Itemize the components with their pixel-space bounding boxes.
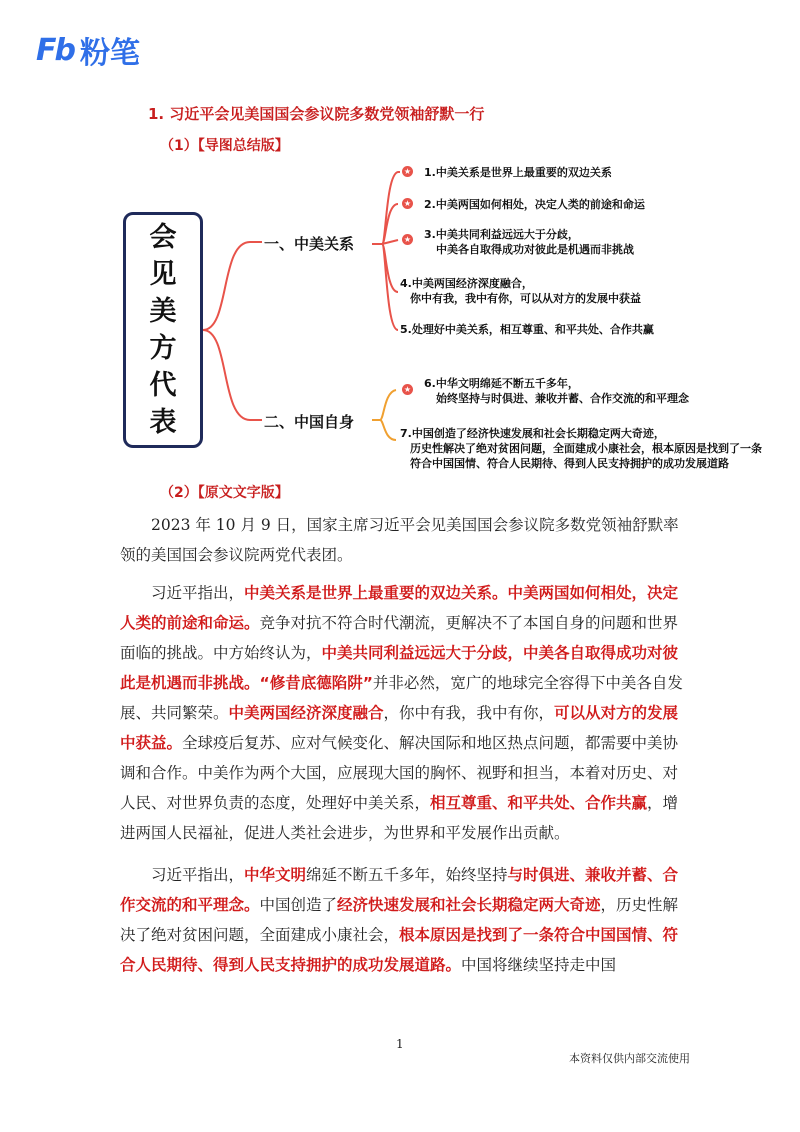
- mindmap-leaf-1: [424, 165, 612, 180]
- mindmap-branch-2: 二、中国自身: [264, 413, 355, 431]
- star-icon: ★: [403, 385, 412, 394]
- root-char: 方: [149, 333, 177, 364]
- highlighted-text: 中美共同利益远远大于分歧，中美各自取得成功对彼此是机遇而非挑战。“修昔底德陷阱”: [120, 644, 679, 692]
- highlighted-text: 中华文明: [244, 866, 307, 884]
- logo-text: 粉笔: [79, 36, 140, 71]
- section-2-title: （2）【原文文字版】: [160, 485, 289, 501]
- star-icon: ★: [403, 199, 412, 208]
- root-char: 表: [149, 407, 177, 438]
- mindmap-branch-1: 一、中美关系: [264, 235, 355, 253]
- root-char: 见: [149, 259, 177, 290]
- footer-note: 本资料仅供内部交流使用: [569, 1052, 690, 1065]
- body-text: 绵延不断五千多年，始终坚持: [306, 866, 508, 884]
- article-text: [120, 510, 692, 980]
- highlighted-text: 可以从对方的发展中获益。: [120, 704, 679, 752]
- root-char: 美: [149, 296, 177, 327]
- leaf-line: 7.中国创造了经济快速发展和社会长期稳定两大奇迹，: [400, 427, 665, 440]
- leaf-line: 始终坚持与时俱进、兼收并蓄、合作交流的和平理念: [436, 392, 689, 405]
- leaf-line: 符合中国国情、符合人民期待、得到人民支持拥护的成功发展道路: [410, 457, 729, 470]
- leaf-line: 1.中美关系是世界上最重要的双边关系: [424, 166, 612, 179]
- body-text: 中国创造了: [259, 896, 338, 914]
- highlighted-text: 相互尊重、和平共处、合作共赢: [430, 794, 648, 812]
- mindmap-root: [123, 212, 203, 448]
- mindmap-leaf-6: [424, 376, 689, 406]
- body-text: ，增进两国人民福祉，促进人类社会进步，为世界和平发展作出贡献。: [120, 794, 679, 842]
- section-1-title: （1）【导图总结版】: [160, 138, 289, 154]
- mindmap-leaf-7: [400, 426, 762, 471]
- body-text: ，你中有我，我中有你，: [383, 704, 555, 722]
- body-text: 竞争对抗不符合时代潮流，更解决不了本国自身的问题和世界面临的挑战。中方始终认为，: [120, 614, 679, 662]
- leaf-line: 3.中美共同利益远远大于分歧，: [424, 228, 579, 241]
- leaf-line: 2.中美两国如何相处，决定人类的前途和命运: [424, 198, 645, 211]
- paragraph-2: [120, 578, 692, 848]
- body-text: 全球疫后复苏、应对气候变化、解决国际和地区热点问题，都需要中美协调和合作。中美作为两个大国，应展现大国的胸怀、视野和担当，本着对历史、对人民、对世界负责的态度，处理好中美关系，: [120, 734, 679, 812]
- root-char: 会: [149, 222, 177, 253]
- highlighted-text: 中美两国经济深度融合: [228, 704, 384, 722]
- star-icon: ★: [403, 167, 412, 176]
- mindmap-leaf-2: [424, 197, 645, 212]
- body-text: ，历史性解决了绝对贫困问题，全面建成小康社会，: [120, 896, 679, 944]
- leaf-line: 你中有我，我中有你，可以从对方的发展中获益: [410, 292, 641, 305]
- leaf-line: 5.处理好中美关系，相互尊重、和平共处、合作共赢: [400, 323, 654, 336]
- leaf-line: 4.中美两国经济深度融合，: [400, 277, 533, 290]
- leaf-line: 历史性解决了绝对贫困问题，全面建成小康社会，根本原因是找到了一条: [410, 442, 762, 455]
- body-text: 习近平指出，: [151, 584, 245, 602]
- heading-1: 1. 习近平会见美国国会参议院多数党领袖舒默一行: [148, 105, 485, 123]
- body-text: 中国将继续坚持走中国: [461, 956, 617, 974]
- mindmap-connectors: [0, 0, 800, 500]
- paragraph-3: [120, 860, 692, 980]
- mindmap-leaf-3: [424, 227, 634, 257]
- highlighted-text: 与时俱进、兼收并蓄、合作交流的和平理念。: [120, 866, 679, 914]
- mindmap-leaf-4: [400, 276, 641, 306]
- highlighted-text: 根本原因是找到了一条符合中国国情、符合人民期待、得到人民支持拥护的成功发展道路。: [120, 926, 679, 974]
- mindmap-leaf-5: [400, 322, 654, 337]
- paragraph-1: 2023 年 10 月 9 日，国家主席习近平会见美国国会参议院多数党领袖舒默率领的美国国会参议院两党代表团。: [120, 516, 679, 564]
- root-char: 代: [149, 370, 177, 401]
- body-text: 并非必然，宽广的地球完全容得下中美各自发展、共同繁荣。: [120, 674, 683, 722]
- highlighted-text: 中美关系是世界上最重要的双边关系。中美两国如何相处，决定人类的前途和命运。: [120, 584, 679, 632]
- leaf-line: 6.中华文明绵延不断五千多年，: [424, 377, 579, 390]
- body-text: 习近平指出，: [151, 866, 245, 884]
- highlighted-text: 经济快速发展和社会长期稳定两大奇迹: [337, 896, 601, 914]
- star-icon: ★: [403, 235, 412, 244]
- page-number: 1: [396, 1037, 404, 1051]
- leaf-line: 中美各自取得成功对彼此是机遇而非挑战: [436, 243, 634, 256]
- logo-mark-icon: Fb: [36, 32, 74, 68]
